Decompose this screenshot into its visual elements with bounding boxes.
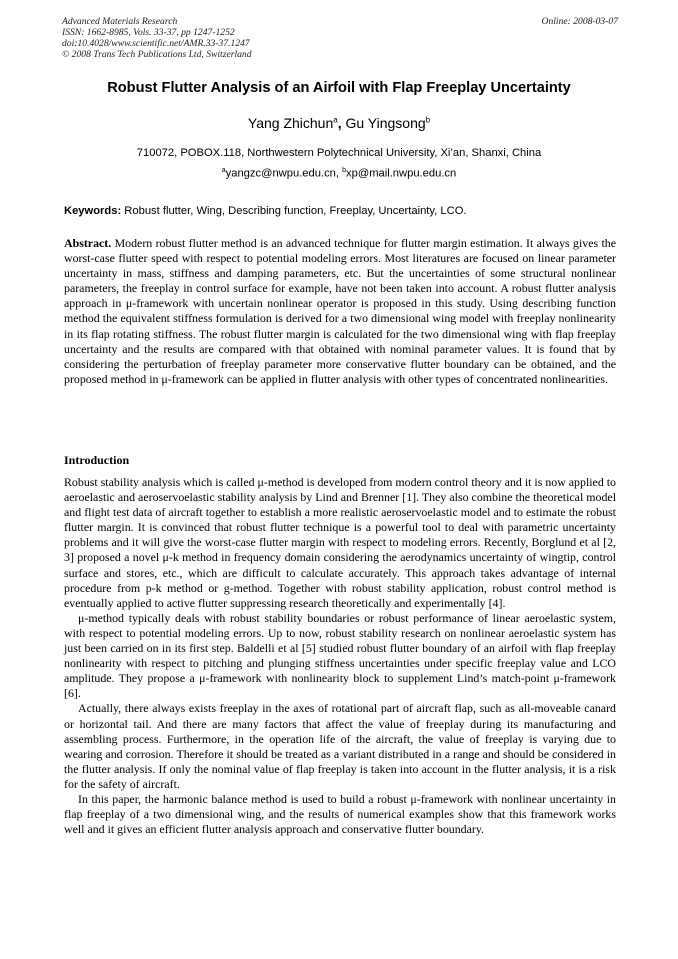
author-1: Yang Zhichun <box>247 115 334 131</box>
author-2-superscript: b <box>425 115 431 125</box>
abstract-label: Abstract. <box>64 236 112 250</box>
copyright-line: © 2008 Trans Tech Publications Ltd, Switzerland <box>62 49 252 60</box>
intro-paragraph-1: Robust stability analysis which is called μ-method is developed from modern control theory and it is now applied to aeroelastic and aeroservoelastic stability analysis by Lind and Brenner [1]. They also combine the theoretical model and flight test data of aircraft together to establish a more realistic aeroservoelastic model and to estimate the robust flutter margin. It is convinced that robust flutter technique is a powerful tool to deal with parametric uncertainty problems and it will give the worst-case flutter margin with respect to modeling errors. Recently, Borglund et al [2, 3] proposed a novel μ-k method in frequency domain considering the aerodynamics uncertainty of wingtip, control surface and stores, etc., which are difficult to calculate accurately. This approach takes advantage of internal procedure from p-k method or g-method. Together with robust stability application, robust control method is eventually applied to active flutter suppressing research theoretically and experimentally [4]. <box>64 475 616 610</box>
keywords-label: Keywords: <box>64 205 122 217</box>
issn-line: ISSN: 1662-8985, Vols. 33-37, pp 1247-1252 <box>62 27 235 38</box>
email-b-superscript: b <box>342 167 347 174</box>
paper-title: Robust Flutter Analysis of an Airfoil with Flap Freeplay Uncertainty <box>107 80 571 96</box>
abstract-text: Modern robust flutter method is an advanced technique for flutter margin estimation. It always gives the worst-case flutter speed with respect to potential modeling errors. Most literatures are focused on linear parameter uncertainty in mass, stiffness and damping parameters, etc. But the uncertainties of some structural nonlinear parameters, the freeplay in control surface for example, have not been taken into account. A robust flutter analysis approach in μ-framework with uncertain nonlinear operator is proposed in this study. Using describing function method the equivalent stiffness formulation is derived for a two dimensional wing model with freeplay nonlinearity in its flap rotating stiffness. The robust flutter margin is calculated for the two dimensional wing with flap freeplay uncertainty and the results are compared with that obtained with nominal parameter values. It is found that by considering the perturbation of freeplay parameter more conservative flutter boundary can be obtained, and the proposed method in μ-framework can be applied in flutter analysis with other types of concentrated nonlinearities. <box>64 236 616 386</box>
doi-line: doi:10.4028/www.scientific.net/AMR.33-37.1247 <box>62 38 250 49</box>
introduction-body <box>64 475 616 837</box>
author-2: Gu Yingsong <box>345 115 426 131</box>
intro-paragraph-3: Actually, there always exists freeplay in the axes of rotational part of aircraft flap, such as all-moveable canard or horizontal tail. And there are many factors that affect the value of freeplay during its manufacturing and assembling process. Furthermore, in the operation life of the aircraft, the value of freeplay is varying due to wearing and corrosion. Therefore it should be treated as a variant distributed in a range and should be considered in the flutter analysis. If only the nominal value of flap freeplay is taken into account in the flutter analysis, it is a risk for the safety of aircraft. <box>64 701 616 791</box>
journal-name: Advanced Materials Research <box>62 16 178 27</box>
introduction-heading: Introduction <box>64 453 130 467</box>
author-1-superscript: a <box>333 115 338 125</box>
keywords-text: Robust flutter, Wing, Describing function, Freeplay, Uncertainty, LCO. <box>121 205 467 217</box>
journal-header <box>62 16 618 60</box>
keywords <box>64 205 616 217</box>
email-line <box>0 167 678 180</box>
email-a: yangzc@nwpu.edu.cn, <box>225 167 343 180</box>
abstract <box>64 236 616 387</box>
online-date: Online: 2008-03-07 <box>541 16 618 27</box>
email-a-superscript: a <box>221 167 226 174</box>
author-separator: , <box>337 115 346 131</box>
affiliation: 710072, POBOX.118, Northwestern Polytechnical University, Xi’an, Shanxi, China <box>136 147 542 159</box>
intro-paragraph-4: In this paper, the harmonic balance method is used to build a robust μ-framework with nonlinear uncertainty in flap freeplay of a two dimensional wing, and the results of numerical examples show that this framework works well and it gives an efficient flutter analysis approach and conservative flutter boundary. <box>64 791 616 837</box>
email-b: xp@mail.nwpu.edu.cn <box>346 167 457 180</box>
author-line <box>0 115 678 131</box>
intro-paragraph-2: μ-method typically deals with robust stability boundaries or robust performance of linear aeroelastic system, with respect to potential modeling errors. Up to now, robust stability research on nonlinear aeroelastic system has just been carried on in its first step. Baldelli et al [5] studied robust flutter boundary of an airfoil with flap freeplay nonlinearity with respect to pitching and plunging stiffness uncertainties under specific freeplay value and LCO amplitude. They propose a μ-framework with nonlinearity block to supplement Lind’s match-point μ-framework [6]. <box>64 610 616 701</box>
